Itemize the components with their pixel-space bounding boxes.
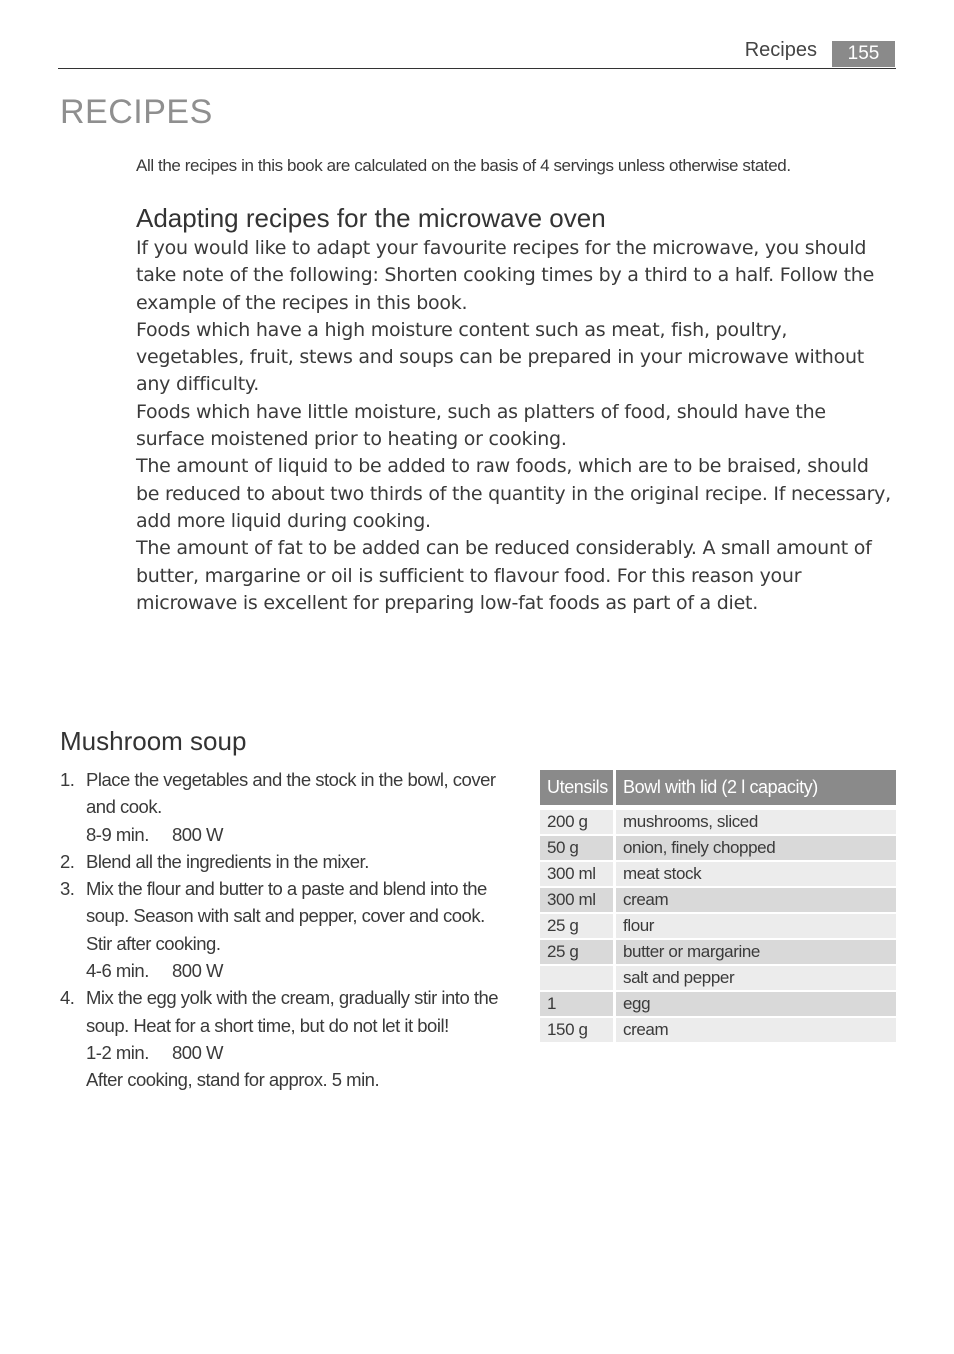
quantity-cell: 50 g	[540, 836, 616, 862]
recipe-heading: Mushroom soup	[60, 726, 247, 756]
adapting-body	[136, 235, 896, 617]
quantity-cell: 200 g	[540, 810, 616, 836]
ingredient-cell: onion, finely chopped	[616, 836, 896, 862]
table-row	[540, 966, 896, 992]
adapting-paragraph: Foods which have a high moisture content such as meat, fish, poultry, vegetables, fruit, stews and soups can be prepared in your microwave without any difficulty.	[136, 318, 864, 396]
table-row	[540, 992, 896, 1018]
step-power: 800 W	[172, 960, 223, 982]
step-number: 3.	[60, 878, 75, 900]
ingredient-cell: flour	[616, 914, 896, 940]
step-power: 800 W	[172, 1041, 223, 1063]
step-time: 4-6 min.	[86, 960, 149, 982]
table-row	[540, 888, 896, 914]
step-text: Blend all the ingredients in the mixer.	[86, 850, 369, 872]
ingredients-table	[540, 770, 896, 1044]
table-header-row	[540, 770, 896, 810]
table-row	[540, 940, 896, 966]
adapting-paragraph: The amount of fat to be added can be reduced considerably. A small amount of butter, margarine or oil is sufficient to flavour food. For this reason your microwave is excellent for preparing low-fat foods as part of a diet.	[136, 537, 872, 614]
step-number: 1.	[60, 769, 75, 790]
ingredient-cell: cream	[616, 888, 896, 914]
adapting-paragraph: If you would like to adapt your favourite recipes for the microwave, you should take note of the following: Shorten cooking times by a third to a half. Follow the example of the recipes in this book.	[136, 237, 875, 314]
step-number: 4.	[60, 987, 75, 1009]
ingredient-cell: egg	[616, 992, 896, 1018]
header-divider	[58, 68, 896, 69]
ingredient-cell: butter or margarine	[616, 940, 896, 966]
ingredient-cell: cream	[616, 1018, 896, 1044]
recipe-step	[60, 848, 510, 875]
quantity-cell: 300 ml	[540, 862, 616, 888]
step-text: Mix the flour and butter to a paste and blend into the soup. Season with salt and pepper, cover and cook. Stir after cooking.	[86, 878, 487, 954]
quantity-cell: 1	[540, 992, 616, 1018]
utensils-header: Utensils	[540, 770, 616, 810]
quantity-cell	[540, 966, 616, 992]
step-timing	[86, 957, 510, 984]
ingredient-cell: salt and pepper	[616, 966, 896, 992]
table-row	[540, 836, 896, 862]
adapting-heading: Adapting recipes for the microwave oven	[136, 203, 606, 233]
quantity-cell: 300 ml	[540, 888, 616, 914]
step-power: 800 W	[172, 823, 223, 845]
intro-text: All the recipes in this book are calculated on the basis of 4 servings unless otherwise stated.	[136, 156, 791, 175]
page-number: 155	[832, 41, 895, 67]
utensils-value-header: Bowl with lid (2 l capacity)	[616, 770, 896, 810]
table-row	[540, 1018, 896, 1044]
step-text: Mix the egg yolk with the cream, gradually stir into the soup. Heat for a short time, but do not let it boil!	[86, 987, 499, 1036]
table-row	[540, 862, 896, 888]
table-row	[540, 914, 896, 940]
step-timing	[86, 1039, 510, 1066]
recipe-step	[60, 875, 510, 984]
table-row	[540, 810, 896, 836]
quantity-cell: 25 g	[540, 914, 616, 940]
recipe-steps	[60, 766, 510, 1094]
page-title: RECIPES	[60, 93, 213, 131]
ingredient-cell: mushrooms, sliced	[616, 810, 896, 836]
adapting-paragraph: Foods which have little moisture, such as platters of food, should have the surface moistened prior to heating or cooking.	[136, 400, 826, 451]
running-header-section: Recipes	[744, 39, 817, 61]
recipe-step	[60, 984, 510, 1093]
step-time: 8-9 min.	[86, 823, 149, 845]
step-timing	[86, 821, 510, 848]
ingredient-cell: meat stock	[616, 862, 896, 888]
adapting-paragraph: The amount of liquid to be added to raw foods, which are to be braised, should be reduced to about two thirds of the quantity in the original recipe. If necessary, add more liquid during cooking.	[136, 455, 891, 532]
step-number: 2.	[60, 850, 75, 872]
quantity-cell: 25 g	[540, 940, 616, 966]
step-note: After cooking, stand for approx. 5 min.	[86, 1069, 380, 1091]
step-text: Place the vegetables and the stock in the bowl, cover and cook.	[86, 769, 496, 818]
recipe-step	[60, 766, 510, 848]
quantity-cell: 150 g	[540, 1018, 616, 1044]
step-time: 1-2 min.	[86, 1041, 149, 1063]
